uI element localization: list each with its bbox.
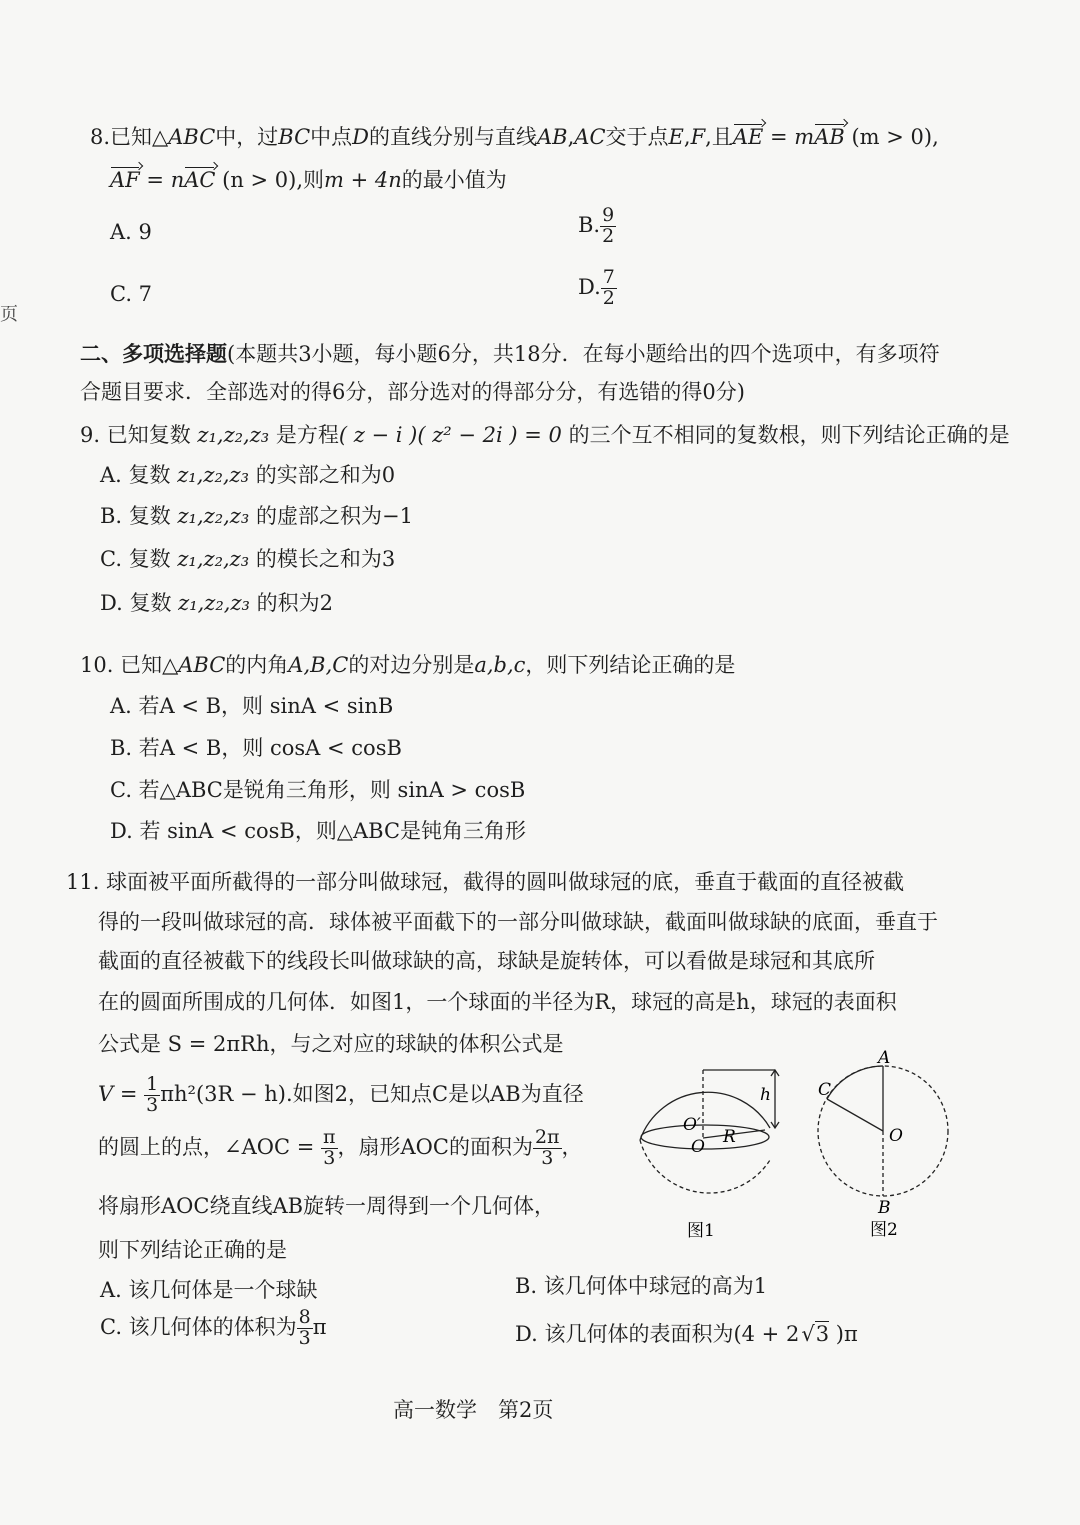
q10-option-a: A. 若A < B，则 sinA < sinB: [110, 694, 394, 718]
fig1-label-o-top: O′: [683, 1115, 701, 1135]
margin-mark: 页: [0, 304, 18, 325]
fig2-label-o: O: [889, 1126, 903, 1146]
fig2-label-c: C: [818, 1080, 832, 1100]
q9-option-a: A. 复数 z₁,z₂,z₃ 的实部之和为0: [100, 463, 396, 487]
sphere-cap-outline: [640, 1092, 770, 1140]
sector-arc: [827, 1066, 883, 1099]
q8-line1: 8.已知△ABC中，过BC中点D的直线分别与直线AB,AC交于点E,F,且AE = mAB (m > 0),: [90, 123, 939, 151]
q9-stem: 9. 已知复数 z₁,z₂,z₃ 是方程( z − i )( z² − 2i ) = 0 的三个互不相同的复数根，则下列结论正确的是: [80, 423, 1010, 447]
sphere-outline-dashed: [640, 1140, 770, 1193]
page-footer: 高一数学 第2页: [393, 1398, 554, 1422]
q10-option-b: B. 若A < B，则 cosA < cosB: [110, 736, 402, 760]
q11-line3: 截面的直径被截下的线段长叫做球缺的高，球缺是旋转体，可以看做是球冠和其底所: [98, 949, 875, 973]
q8-option-b: B. $\frac{9}{2}$: [578, 204, 615, 247]
q8-option-c: C. 7: [110, 282, 153, 306]
figure-2: [810, 1045, 960, 1250]
q8-line2: AF = nAC (n > 0),则m + 4n的最小值为: [110, 166, 507, 194]
q8-option-d: D. $\frac{7}{2}$: [578, 266, 615, 309]
q10-option-c: C. 若△ABC是锐角三角形，则 sinA > cosB: [110, 778, 526, 802]
section2-heading: 二、多项选择题(本题共3小题，每小题6分，共18分．在每小题给出的四个选项中，有多项符: [80, 341, 940, 366]
q11-line2: 得的一段叫做球冠的高．球体被平面截下的一部分叫做球缺，截面叫做球缺的底面，垂直于: [98, 910, 938, 934]
q11-line9: 则下列结论正确的是: [98, 1238, 287, 1262]
q9-option-c: C. 复数 z₁,z₂,z₃ 的模长之和为3: [100, 547, 396, 571]
q11-option-c: C. 该几何体的体积为 $\frac{8}{3}$ π: [100, 1306, 327, 1349]
q10-option-d: D. 若 sinA < cosB，则△ABC是钝角三角形: [110, 819, 527, 843]
fig1-label-o: O: [691, 1137, 705, 1157]
q11-line1: 11. 球面被平面所截得的一部分叫做球冠，截得的圆叫做球冠的底，垂直于截面的直径被截: [66, 870, 905, 894]
fig2-label-a: A: [878, 1048, 891, 1068]
q11-option-b: B. 该几何体中球冠的高为1: [515, 1274, 768, 1298]
section2-title: 二、多项选择题: [80, 341, 227, 366]
q11-option-d: D. 该几何体的表面积为(4 + 2√3 )π: [515, 1322, 858, 1346]
q8-option-a: A. 9: [110, 220, 152, 244]
fig2-label-b: B: [878, 1198, 891, 1218]
q11-line4: 在的圆面所围成的几何体．如图1，一个球面的半径为R，球冠的高是h，球冠的表面积: [98, 990, 897, 1014]
radius-oc: [827, 1099, 883, 1131]
fig2-caption: 图2: [870, 1220, 898, 1240]
q11-line7: 的圆上的点，∠AOC = $\frac{\pi}{3}$ ，扇形AOC的面积为 $\frac{2\pi}{3}$ ，: [98, 1126, 583, 1169]
fig1-caption: 图1: [687, 1221, 715, 1241]
cap-base-ellipse: [641, 1125, 769, 1149]
figure-1: [625, 1050, 800, 1250]
q11-line6: V = $\frac{1}{3}$ πh²(3R − h).如图2，已知点C是以AB为直径: [98, 1073, 584, 1116]
q11-line5: 公式是 S = 2πRh，与之对应的球缺的体积公式是: [98, 1032, 564, 1056]
section2-desc-line2: 合题目要求．全部选对的得6分，部分选对的得部分分，有选错的得0分): [80, 380, 745, 404]
q9-option-b: B. 复数 z₁,z₂,z₃ 的虚部之积为−1: [100, 504, 413, 528]
fig1-label-r: R: [723, 1127, 736, 1147]
q9-option-d: D. 复数 z₁,z₂,z₃ 的积为2: [100, 591, 334, 615]
q10-stem: 10. 已知△ABC的内角A,B,C的对边分别是a,b,c，则下列结论正确的是: [80, 653, 736, 677]
q11-line8: 将扇形AOC绕直线AB旋转一周得到一个几何体，: [98, 1194, 556, 1218]
fig1-label-h: h: [760, 1085, 771, 1105]
q11-option-a: A. 该几何体是一个球缺: [100, 1278, 318, 1302]
